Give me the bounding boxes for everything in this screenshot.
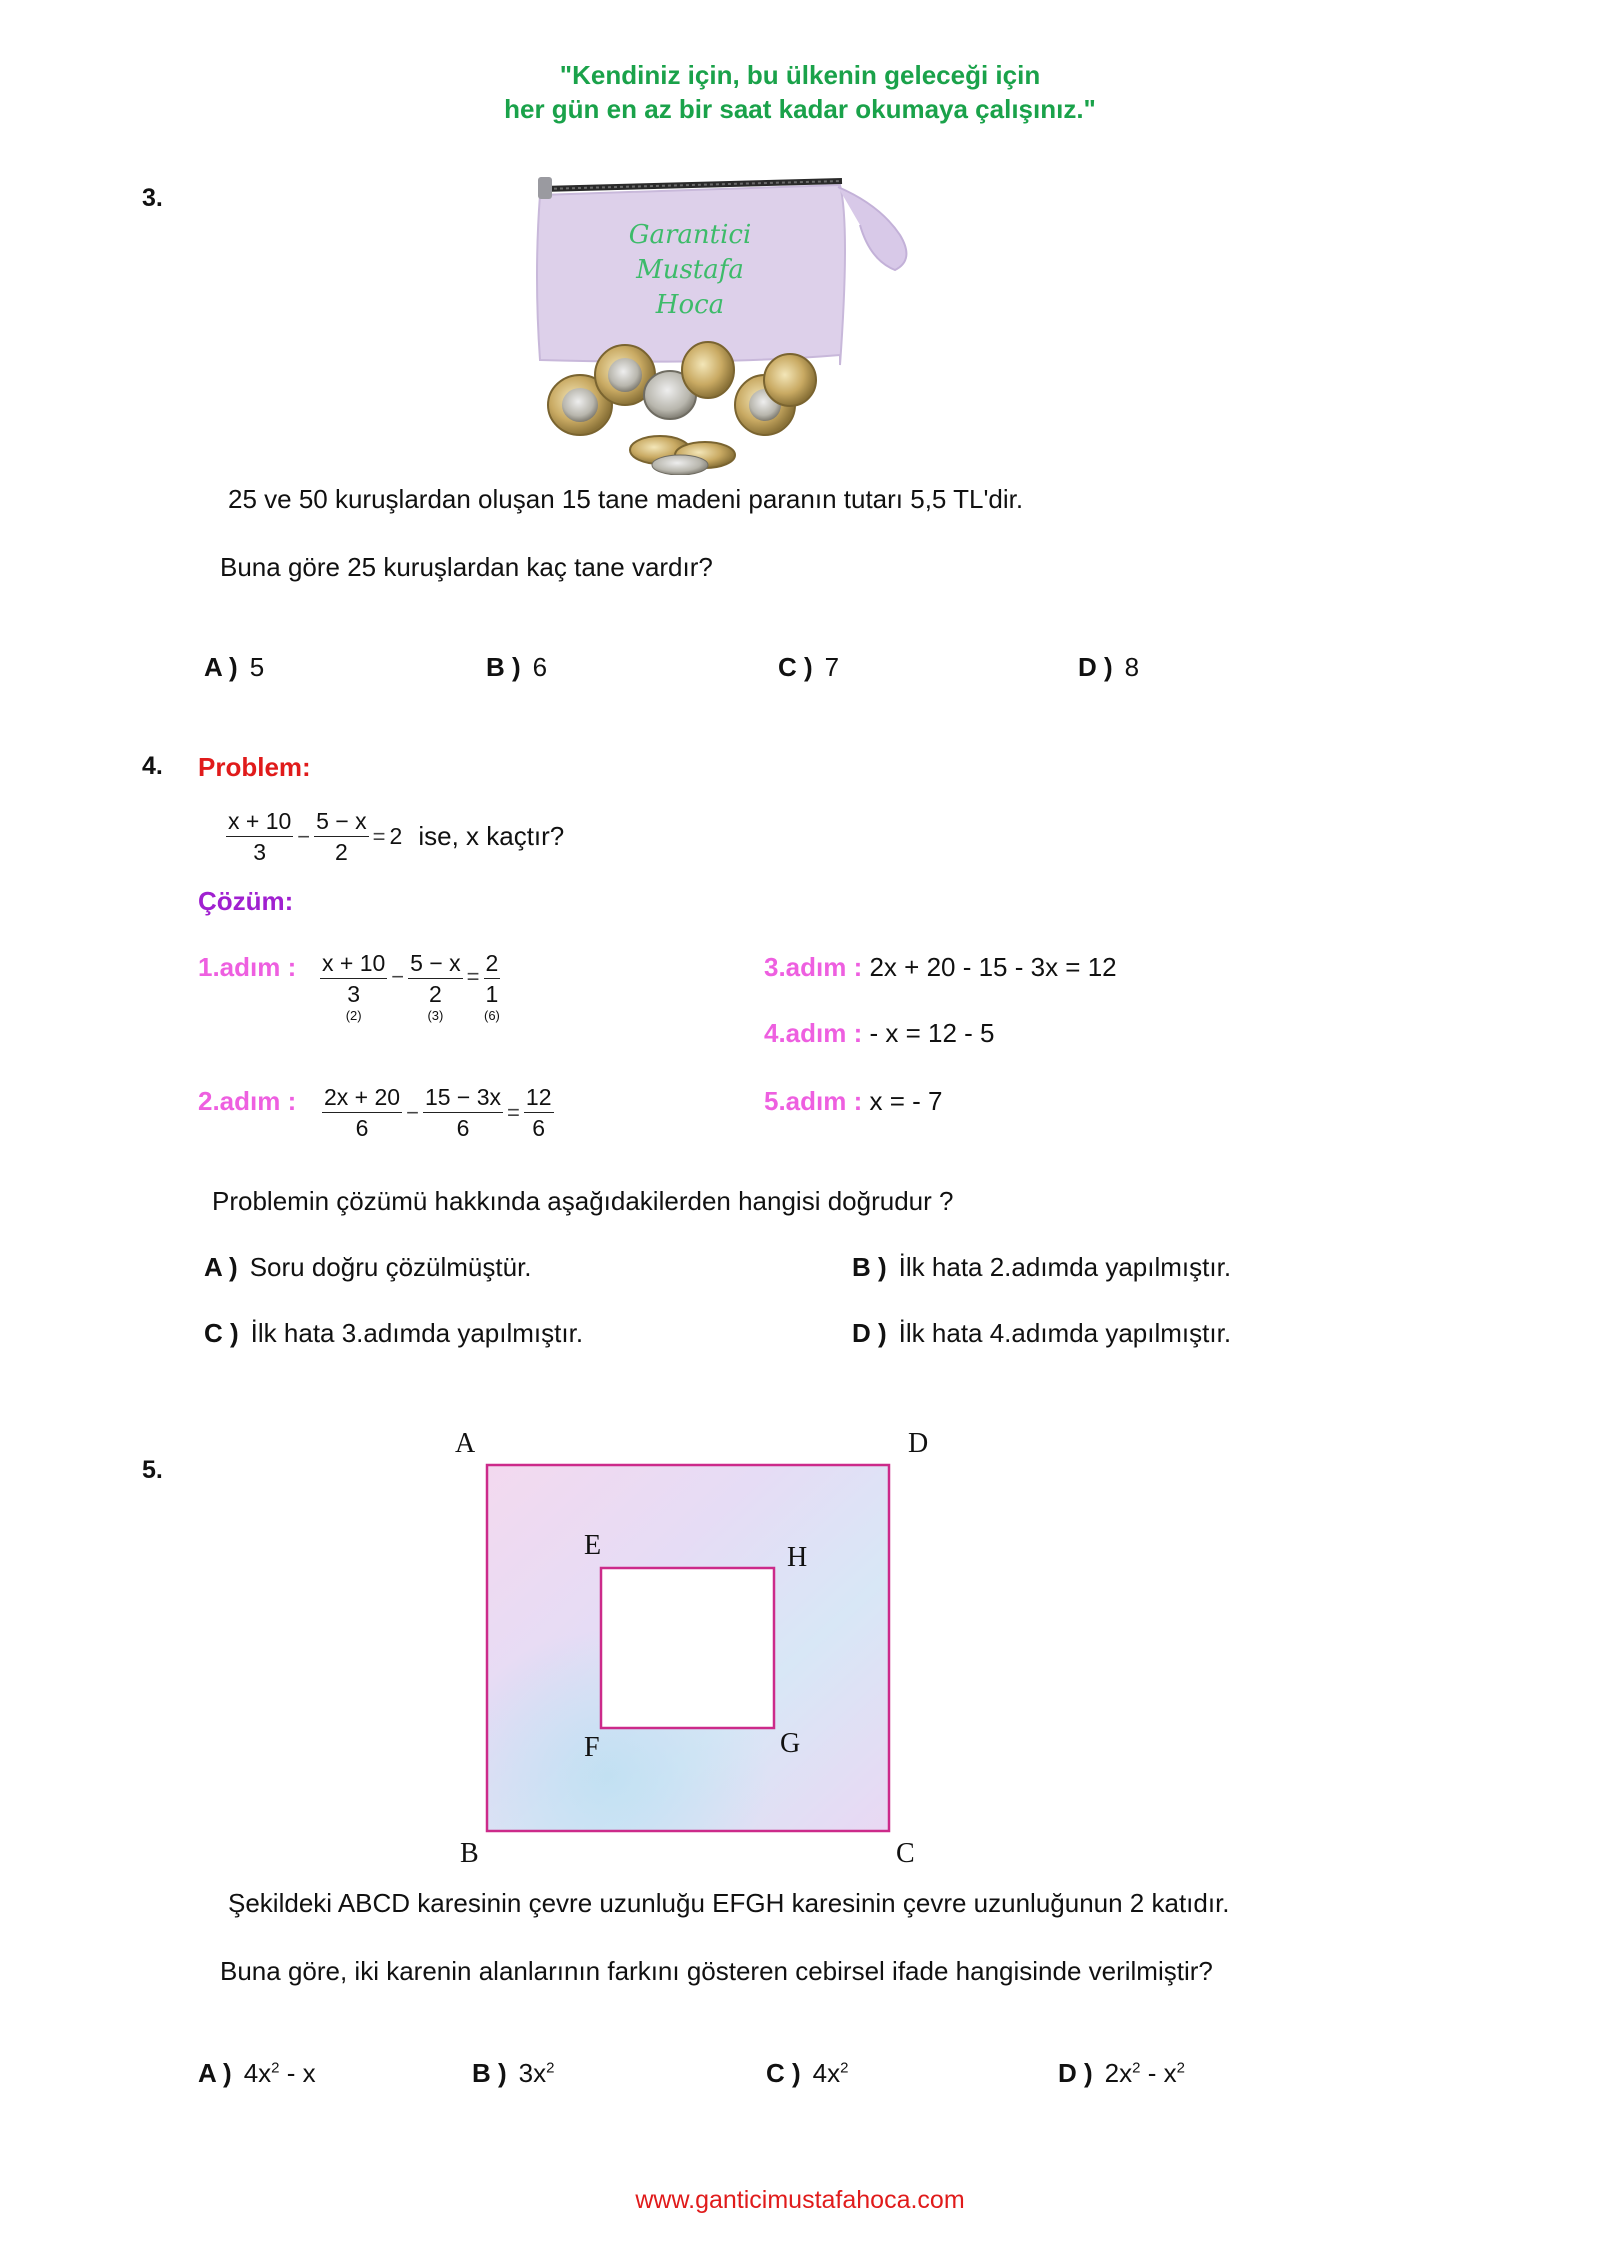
option-label: B ) — [472, 2058, 507, 2088]
q5-option-c[interactable] — [766, 2058, 848, 2089]
exponent: 2 — [1176, 2059, 1185, 2077]
minus-sign: − — [406, 1099, 419, 1125]
step-5-label: 5.adım : — [764, 1086, 863, 1116]
step-5 — [764, 1086, 942, 1117]
numerator: 2x + 20 — [322, 1082, 402, 1113]
step-3 — [764, 952, 1117, 983]
q4-option-d[interactable] — [852, 1318, 1231, 1349]
squares-figure — [440, 1425, 960, 1885]
fraction — [524, 1082, 554, 1143]
numerator: 2 — [484, 948, 501, 979]
q5-option-d[interactable] — [1058, 2058, 1185, 2089]
option-label: B ) — [486, 652, 521, 682]
question-4-number: 4. — [142, 752, 163, 780]
footer-link[interactable]: www.ganticimustafahoca.com — [635, 2186, 965, 2214]
minus-sign: − — [391, 964, 405, 989]
multiplier: (6) — [483, 1008, 500, 1023]
exponent: 2 — [546, 2059, 555, 2077]
numerator: 5 − x — [314, 806, 369, 837]
q3-option-b[interactable] — [486, 652, 547, 683]
square-efgh — [601, 1568, 774, 1728]
q4-option-c[interactable] — [204, 1318, 583, 1349]
q3-option-d[interactable] — [1078, 652, 1139, 683]
question-4-text: Problemin çözümü hakkında aşağıdakilerden hangisi doğrudur ? — [212, 1186, 954, 1216]
fraction — [226, 806, 293, 867]
option-label: A ) — [198, 2058, 232, 2088]
watermark-text-3: Hoca — [655, 290, 725, 320]
option-value: 6 — [532, 652, 548, 682]
step-1-equation — [320, 948, 500, 1023]
step-4-value: - x = 12 - 5 — [862, 1018, 995, 1048]
option-label: D ) — [1058, 2058, 1093, 2088]
rhs: 2 — [389, 823, 403, 849]
numerator: 12 — [524, 1082, 554, 1113]
q3-option-a[interactable] — [204, 652, 264, 683]
denominator: 2 — [335, 839, 348, 865]
watermark-text-2: Mustafa — [636, 255, 744, 285]
vertex-g: G — [780, 1728, 801, 1759]
option-value: İlk hata 4.adımda yapılmıştır. — [898, 1318, 1232, 1348]
step-5-value: x = - 7 — [862, 1086, 943, 1116]
option-value: İlk hata 2.adımda yapılmıştır. — [898, 1252, 1232, 1282]
vertex-d: D — [908, 1428, 929, 1459]
q4-option-b[interactable] — [852, 1252, 1231, 1283]
coin-purse-image — [520, 165, 970, 475]
q4-option-a[interactable] — [204, 1252, 532, 1283]
equals-sign: = — [466, 964, 480, 989]
step-4 — [764, 1018, 994, 1049]
fraction — [484, 948, 501, 1023]
option-label: A ) — [204, 1252, 238, 1282]
vertex-h: H — [787, 1542, 808, 1573]
exponent: 2 — [271, 2059, 280, 2077]
option-label: A ) — [204, 652, 238, 682]
denominator: 6 — [355, 1115, 369, 1141]
question-5-text-2: Buna göre, iki karenin alanlarının farkını gösteren cebirsel ifade hangisinde verilmiştir? — [220, 1956, 1213, 1986]
multiplier: (2) — [345, 1008, 362, 1023]
step-3-label: 3.adım : — [764, 952, 863, 982]
denominator: 3 — [253, 839, 267, 865]
option-term: 4x — [812, 2058, 841, 2088]
vertex-a: A — [455, 1428, 476, 1459]
option-label: C ) — [778, 652, 813, 682]
numerator: x + 10 — [320, 948, 387, 979]
minus-sign: − — [297, 823, 311, 849]
option-term: 4x — [243, 2058, 272, 2088]
watermark-text-1: Garantici — [628, 220, 752, 250]
denominator: 1 — [485, 981, 499, 1007]
fraction — [408, 948, 463, 1023]
vertex-b: B — [460, 1838, 479, 1869]
header-line-2: her gün en az bir saat kadar okumaya çalışınız." — [504, 94, 1096, 124]
question-3-number: 3. — [142, 184, 163, 212]
vertex-c: C — [896, 1838, 915, 1869]
fraction — [320, 948, 387, 1023]
option-value: 8 — [1124, 652, 1140, 682]
q3-option-c[interactable] — [778, 652, 839, 683]
option-value: 5 — [249, 652, 265, 682]
fraction — [322, 1082, 402, 1143]
question-3-text-2: Buna göre 25 kuruşlardan kaç tane vardır? — [220, 552, 713, 582]
option-label: C ) — [204, 1318, 239, 1348]
fraction — [423, 1082, 503, 1143]
numerator: 5 − x — [408, 948, 463, 979]
option-label: C ) — [766, 2058, 801, 2088]
numerator: 15 − 3x — [423, 1082, 503, 1113]
equation-tail: ise, x kaçtır? — [418, 821, 565, 851]
option-value: Soru doğru çözülmüştür. — [249, 1252, 532, 1282]
step-4-label: 4.adım : — [764, 1018, 863, 1048]
exponent: 2 — [840, 2059, 849, 2077]
question-3-text-1: 25 ve 50 kuruşlardan oluşan 15 tane madeni paranın tutarı 5,5 TL'dir. — [228, 484, 1024, 514]
question-5-number: 5. — [142, 1456, 163, 1484]
option-term: - x — [279, 2058, 316, 2088]
step-3-value: 2x + 20 - 15 - 3x = 12 — [862, 952, 1117, 982]
q5-option-b[interactable] — [472, 2058, 554, 2089]
numerator: x + 10 — [226, 806, 293, 837]
equals-sign: = — [507, 1099, 520, 1125]
option-label: D ) — [1078, 652, 1113, 682]
fraction — [314, 806, 369, 867]
solution-label: Çözüm: — [198, 886, 294, 916]
problem-equation — [226, 806, 564, 867]
option-value: 7 — [824, 652, 840, 682]
option-label: D ) — [852, 1318, 887, 1348]
q5-option-a[interactable] — [198, 2058, 316, 2089]
equals-sign: = — [372, 823, 386, 849]
option-value: İlk hata 3.adımda yapılmıştır. — [250, 1318, 584, 1348]
header-line-1: "Kendiniz için, bu ülkenin geleceği için — [559, 60, 1041, 90]
exponent: 2 — [1132, 2059, 1141, 2077]
vertex-e: E — [584, 1530, 602, 1561]
denominator: 2 — [429, 981, 442, 1007]
denominator: 6 — [456, 1115, 470, 1141]
vertex-f: F — [584, 1732, 600, 1763]
question-5-text-1: Şekildeki ABCD karesinin çevre uzunluğu EFGH karesinin çevre uzunluğunun 2 katıdır. — [228, 1888, 1230, 1918]
option-term: 2x — [1104, 2058, 1133, 2088]
step-2-label: 2.adım : — [198, 1086, 297, 1116]
multiplier: (3) — [427, 1008, 444, 1023]
option-label: B ) — [852, 1252, 887, 1282]
step-1-label: 1.adım : — [198, 952, 297, 982]
denominator: 6 — [532, 1115, 546, 1141]
denominator: 3 — [347, 981, 361, 1007]
step-2-equation — [322, 1082, 554, 1143]
problem-label: Problem: — [198, 752, 311, 782]
option-term: - x — [1140, 2058, 1177, 2088]
option-term: 3x — [518, 2058, 547, 2088]
